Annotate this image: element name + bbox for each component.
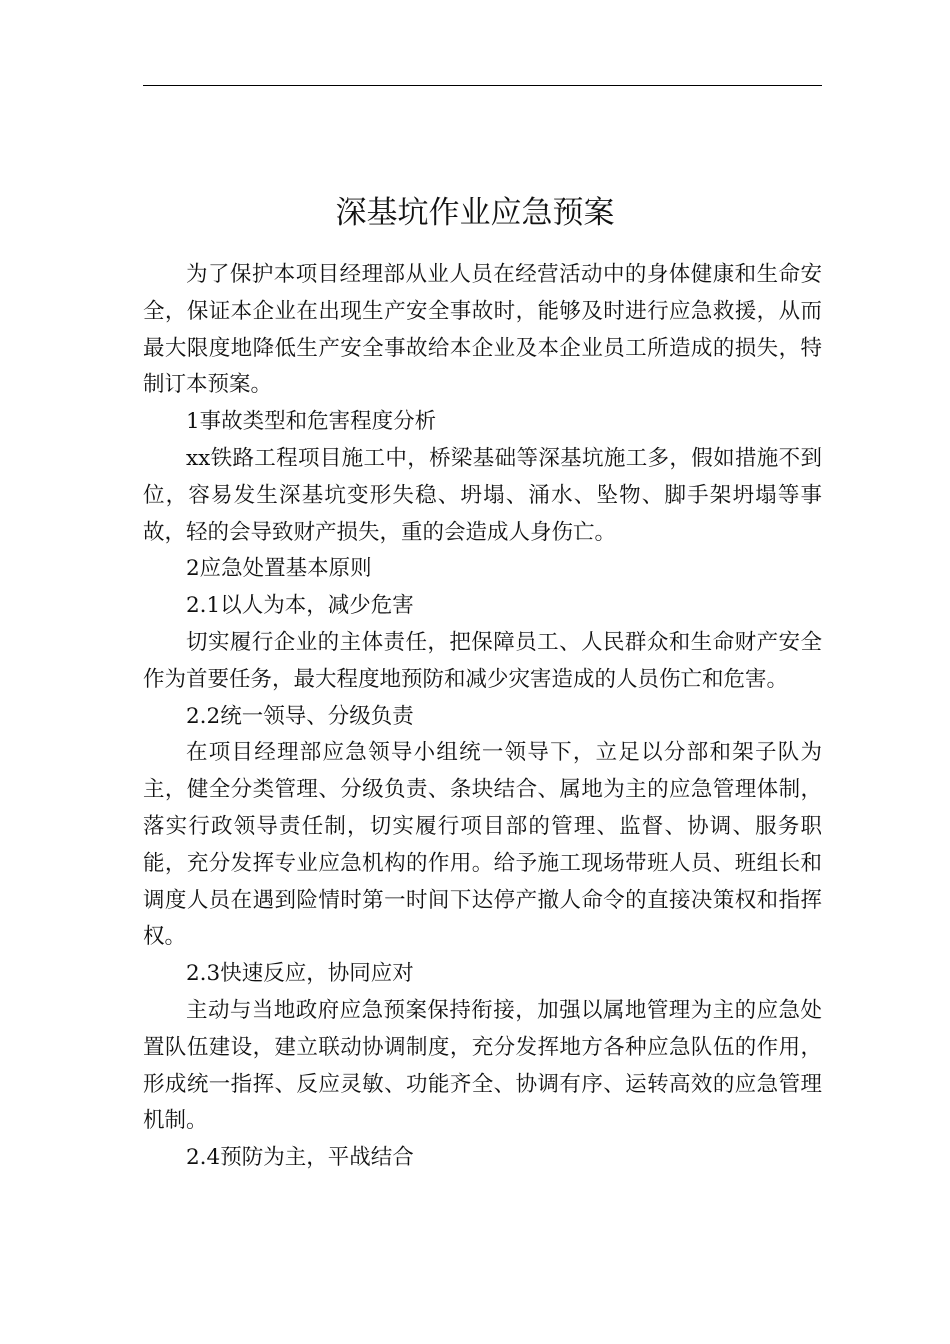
section-heading-2: 2应急处置基本原则 (186, 556, 372, 582)
body-paragraph: 切实履行企业的主体责任，把保障员工、人民群众和生命财产安全作为首要任务，最大程度地预防和减少灾害造成的人员伤亡和危害。 (143, 629, 822, 692)
subsection-heading-2-3: 2.3快速反应，协同应对 (186, 961, 414, 987)
header-rule (143, 85, 822, 86)
body-paragraph: 在项目经理部应急领导小组统一领导下，立足以分部和架子队为主，健全分类管理、分级负责、条块结合、属地为主的应急管理体制，落实行政领导责任制，切实履行项目部的管理、监督、协调、服务职能，充分发挥专业应急机构的作用。给予施工现场带班人员、班组长和调度人员在遇到险情时第一时间下达停产撤人命令的直接决策权和指挥权。 (143, 740, 822, 950)
subsection-heading-2-2: 2.2统一领导、分级负责 (186, 703, 414, 729)
body-paragraph: 主动与当地政府应急预案保持衔接，加强以属地管理为主的应急处置队伍建设，建立联动协调制度，充分发挥地方各种应急队伍的作用，形成统一指挥、反应灵敏、功能齐全、协调有序、运转高效的应急管理机制。 (143, 997, 822, 1134)
body-paragraph: xx铁路工程项目施工中，桥梁基础等深基坑施工多，假如措施不到位，容易发生深基坑变形失稳、坍塌、涌水、坠物、脚手架坍塌等事故，轻的会导致财产损失，重的会造成人身伤亡。 (143, 445, 822, 545)
document-title: 深基坑作业应急预案 (335, 195, 615, 231)
intro-paragraph: 为了保护本项目经理部从业人员在经营活动中的身体健康和生命安全，保证本企业在出现生产安全事故时，能够及时进行应急救援，从而最大限度地降低生产安全事故给本企业及本企业员工所造成的损失，特制订本预案。 (143, 262, 822, 398)
subsection-heading-2-4: 2.4预防为主，平战结合 (186, 1145, 414, 1171)
document-body (143, 257, 822, 1177)
subsection-heading-2-1: 2.1以人为本，减少危害 (186, 593, 414, 619)
section-heading-1: 1事故类型和危害程度分析 (186, 409, 437, 435)
